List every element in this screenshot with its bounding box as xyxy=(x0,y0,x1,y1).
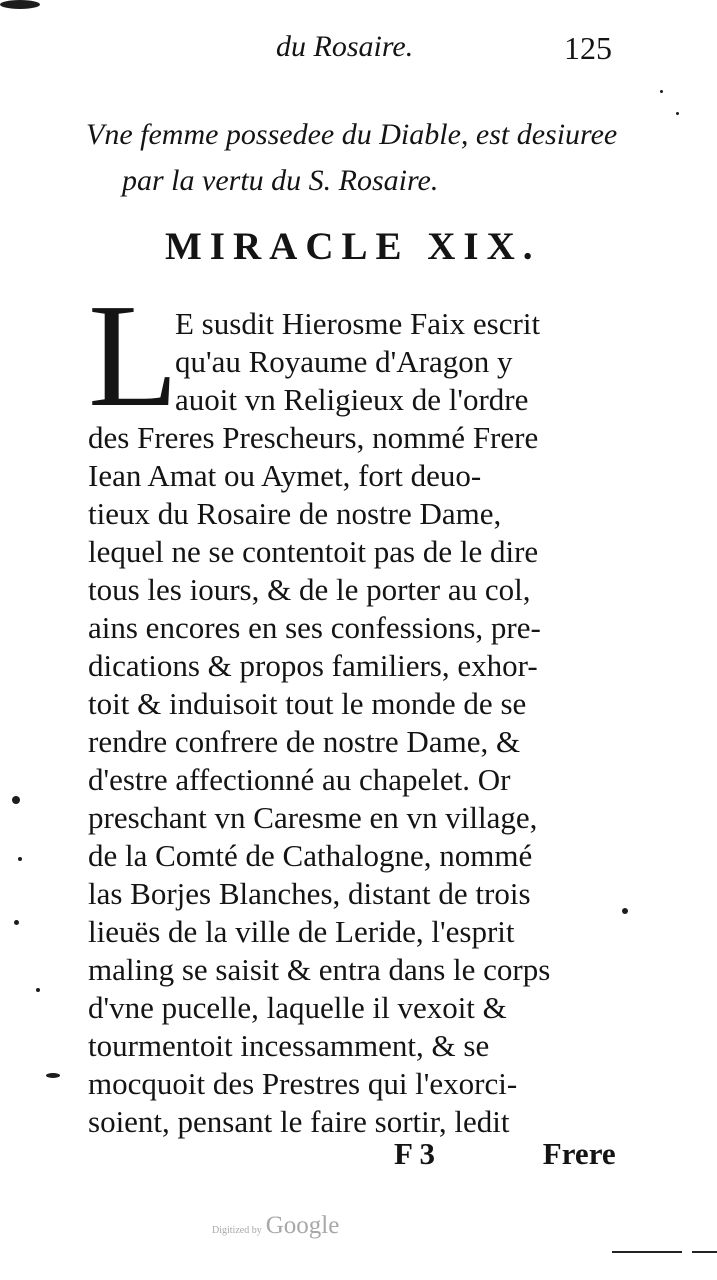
scan-speck xyxy=(14,920,19,925)
watermark-brand: Google xyxy=(265,1212,340,1239)
digitization-watermark xyxy=(212,1212,339,1240)
body-line: qu'au Royaume d'Aragon y xyxy=(175,344,513,379)
scan-speck xyxy=(676,112,679,115)
drop-cap: L xyxy=(88,274,179,438)
miracle-heading: MIRACLE XIX. xyxy=(165,225,541,268)
catchwords xyxy=(394,1136,616,1172)
chapter-subtitle xyxy=(86,112,646,204)
scan-speck xyxy=(12,796,20,804)
margin-rule xyxy=(692,1251,717,1253)
scan-speck xyxy=(18,857,22,861)
subtitle-line-1: Vne femme possedee du Diable, est desiuree xyxy=(86,118,618,151)
body-line: tieux du Rosaire de nostre Dame, xyxy=(88,496,502,531)
body-line: toit & induisoit tout le monde de se xyxy=(88,686,527,721)
body-line: E susdit Hierosme Faix escrit xyxy=(175,306,541,341)
body-line: preschant vn Caresme en vn village, xyxy=(88,800,538,835)
body-line: tous les iours, & de le porter au col, xyxy=(88,572,531,607)
body-line: lequel ne se contentoit pas de le dire xyxy=(88,534,539,569)
body-line: las Borjes Blanches, distant de trois xyxy=(88,876,531,911)
scan-speck xyxy=(36,988,40,992)
signature-mark: F 3 xyxy=(394,1136,436,1171)
scan-speck xyxy=(0,0,40,9)
scan-speck xyxy=(622,908,628,914)
margin-rule xyxy=(612,1251,682,1253)
body-line: rendre confrere de nostre Dame, & xyxy=(88,724,521,759)
body-line: des Freres Prescheurs, nommé Frere xyxy=(88,420,539,455)
body-line: auoit vn Religieux de l'ordre xyxy=(175,382,529,417)
body-line: lieuës de la ville de Leride, l'esprit xyxy=(88,914,515,949)
body-line: soient, pensant le faire sortir, ledit xyxy=(88,1104,510,1139)
body-line: d'vne pucelle, laquelle il vexoit & xyxy=(88,990,507,1025)
body-line: dications & propos familiers, exhor- xyxy=(88,648,538,683)
scan-speck xyxy=(46,1073,60,1078)
page-number: 125 xyxy=(564,30,612,66)
body-line: tourmentoit incessamment, & se xyxy=(88,1028,490,1063)
body-line: mocquoit des Prestres qui l'exorci- xyxy=(88,1066,518,1101)
body-line: Iean Amat ou Aymet, fort deuo- xyxy=(88,458,482,493)
catchword: Frere xyxy=(542,1136,616,1171)
watermark-prefix: Digitized by xyxy=(212,1225,262,1236)
body-line: maling se saisit & entra dans le corps xyxy=(88,952,551,987)
scan-speck xyxy=(660,90,663,93)
subtitle-line-2: par la vertu du S. Rosaire. xyxy=(122,164,439,197)
running-head: du Rosaire. xyxy=(276,30,414,63)
body-line: ains encores en ses confessions, pre- xyxy=(88,610,541,645)
body-line: de la Comté de Cathalogne, nommé xyxy=(88,838,533,873)
body-line: d'estre affectionné au chapelet. Or xyxy=(88,762,511,797)
